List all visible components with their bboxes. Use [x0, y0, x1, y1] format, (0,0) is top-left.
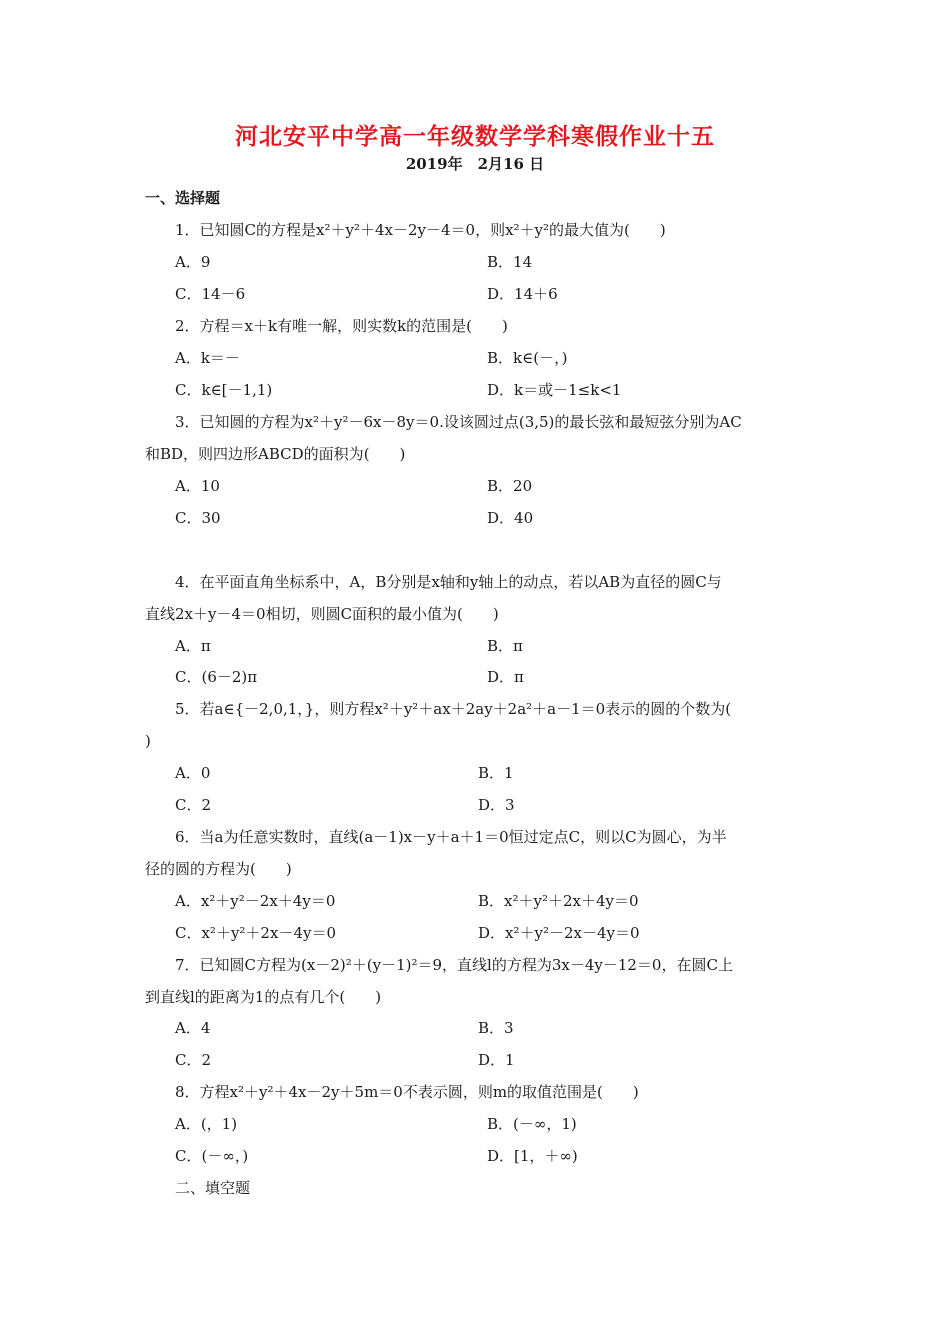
question-5-option-a: A．0: [175, 764, 211, 782]
question-7-text-line-2: 到直线l的距离为1的点有几个( ): [145, 988, 382, 1006]
question-3-option-b: B．20: [487, 477, 533, 495]
question-3-option-d: D．40: [487, 509, 534, 527]
question-7-option-a: A．4: [175, 1019, 211, 1037]
section-heading-fill-in: 二、填空题: [175, 1179, 251, 1197]
question-7-option-d: D．1: [478, 1051, 515, 1069]
question-4-text-line-2: 直线2x＋y－4＝0相切，则圆C面积的最小值为( ): [145, 605, 499, 623]
question-8-text: 8．方程x²＋y²＋4x－2y＋5m＝0不表示圆，则m的取值范围是( ): [175, 1083, 639, 1101]
section-heading-choice: 一、选择题: [145, 189, 221, 207]
question-2-text: 2．方程＝x＋k有唯一解，则实数k的范围是( ): [175, 317, 508, 335]
question-3-option-a: A．10: [175, 477, 220, 495]
question-2-option-b: B．k∈(－，): [487, 349, 568, 367]
question-8-option-d: D．[1，＋∞): [487, 1147, 578, 1165]
question-6-option-a: A．x²＋y²－2x＋4y＝0: [175, 892, 336, 910]
question-5-option-b: B．1: [478, 764, 514, 782]
question-6-text-line-2: 径的圆的方程为( ): [145, 860, 292, 878]
question-3-option-c: C．30: [175, 509, 221, 527]
document-date: 2019年 2月16 日: [405, 155, 545, 173]
question-7-option-b: B．3: [478, 1019, 514, 1037]
question-5-text-line-1: 5．若a∈{－2,0,1，}，则方程x²＋y²＋ax＋2ay＋2a²＋a－1＝0表示的圆的个数为(: [175, 700, 732, 718]
question-5-text-line-2: ): [145, 732, 151, 750]
question-4-option-b: B．π: [487, 637, 523, 655]
question-5-option-d: D．3: [478, 796, 515, 814]
question-5-option-c: C．2: [175, 796, 212, 814]
question-4-option-c: C．(6－2)π: [175, 668, 258, 686]
question-7-option-c: C．2: [175, 1051, 212, 1069]
question-6-option-d: D．x²＋y²－2x－4y＝0: [478, 924, 640, 942]
question-4-option-d: D．π: [487, 668, 524, 686]
question-1-option-b: B．14: [487, 253, 533, 271]
question-1-option-c: C．14－6: [175, 285, 246, 303]
question-2-option-d: D．k＝或－1≤k<1: [487, 381, 622, 399]
question-8-option-c: C．(－∞，): [175, 1147, 249, 1165]
question-2-option-c: C．k∈[－1,1): [175, 381, 273, 399]
question-6-option-b: B．x²＋y²＋2x＋4y＝0: [478, 892, 639, 910]
question-2-option-a: A．k＝－: [175, 349, 240, 367]
question-3-text-line-2: 和BD，则四边形ABCD的面积为( ): [145, 445, 406, 463]
question-1-text: 1．已知圆C的方程是x²＋y²＋4x－2y－4＝0，则x²＋y²的最大值为( ): [175, 221, 666, 239]
question-7-text-line-1: 7．已知圆C方程为(x－2)²＋(y－1)²＝9，直线l的方程为3x－4y－12＝0，在圆C上: [175, 956, 733, 974]
question-8-option-a: A．(，1): [175, 1115, 238, 1133]
question-8-option-b: B．(－∞，1): [487, 1115, 577, 1133]
document-title: 河北安平中学高一年级数学学科寒假作业十五: [235, 124, 715, 150]
question-4-option-a: A．π: [175, 637, 211, 655]
question-6-text-line-1: 6．当a为任意实数时，直线(a－1)x－y＋a＋1＝0恒过定点C，则以C为圆心，为半: [175, 828, 727, 846]
question-1-option-a: A．9: [175, 253, 211, 271]
question-1-option-d: D．14＋6: [487, 285, 558, 303]
question-3-text-line-1: 3．已知圆的方程为x²＋y²－6x－8y＝0.设该圆过点(3,5)的最长弦和最短弦分别为AC: [175, 413, 742, 431]
question-6-option-c: C．x²＋y²＋2x－4y＝0: [175, 924, 337, 942]
question-4-text-line-1: 4．在平面直角坐标系中，A，B分别是x轴和y轴上的动点，若以AB为直径的圆C与: [175, 573, 722, 591]
